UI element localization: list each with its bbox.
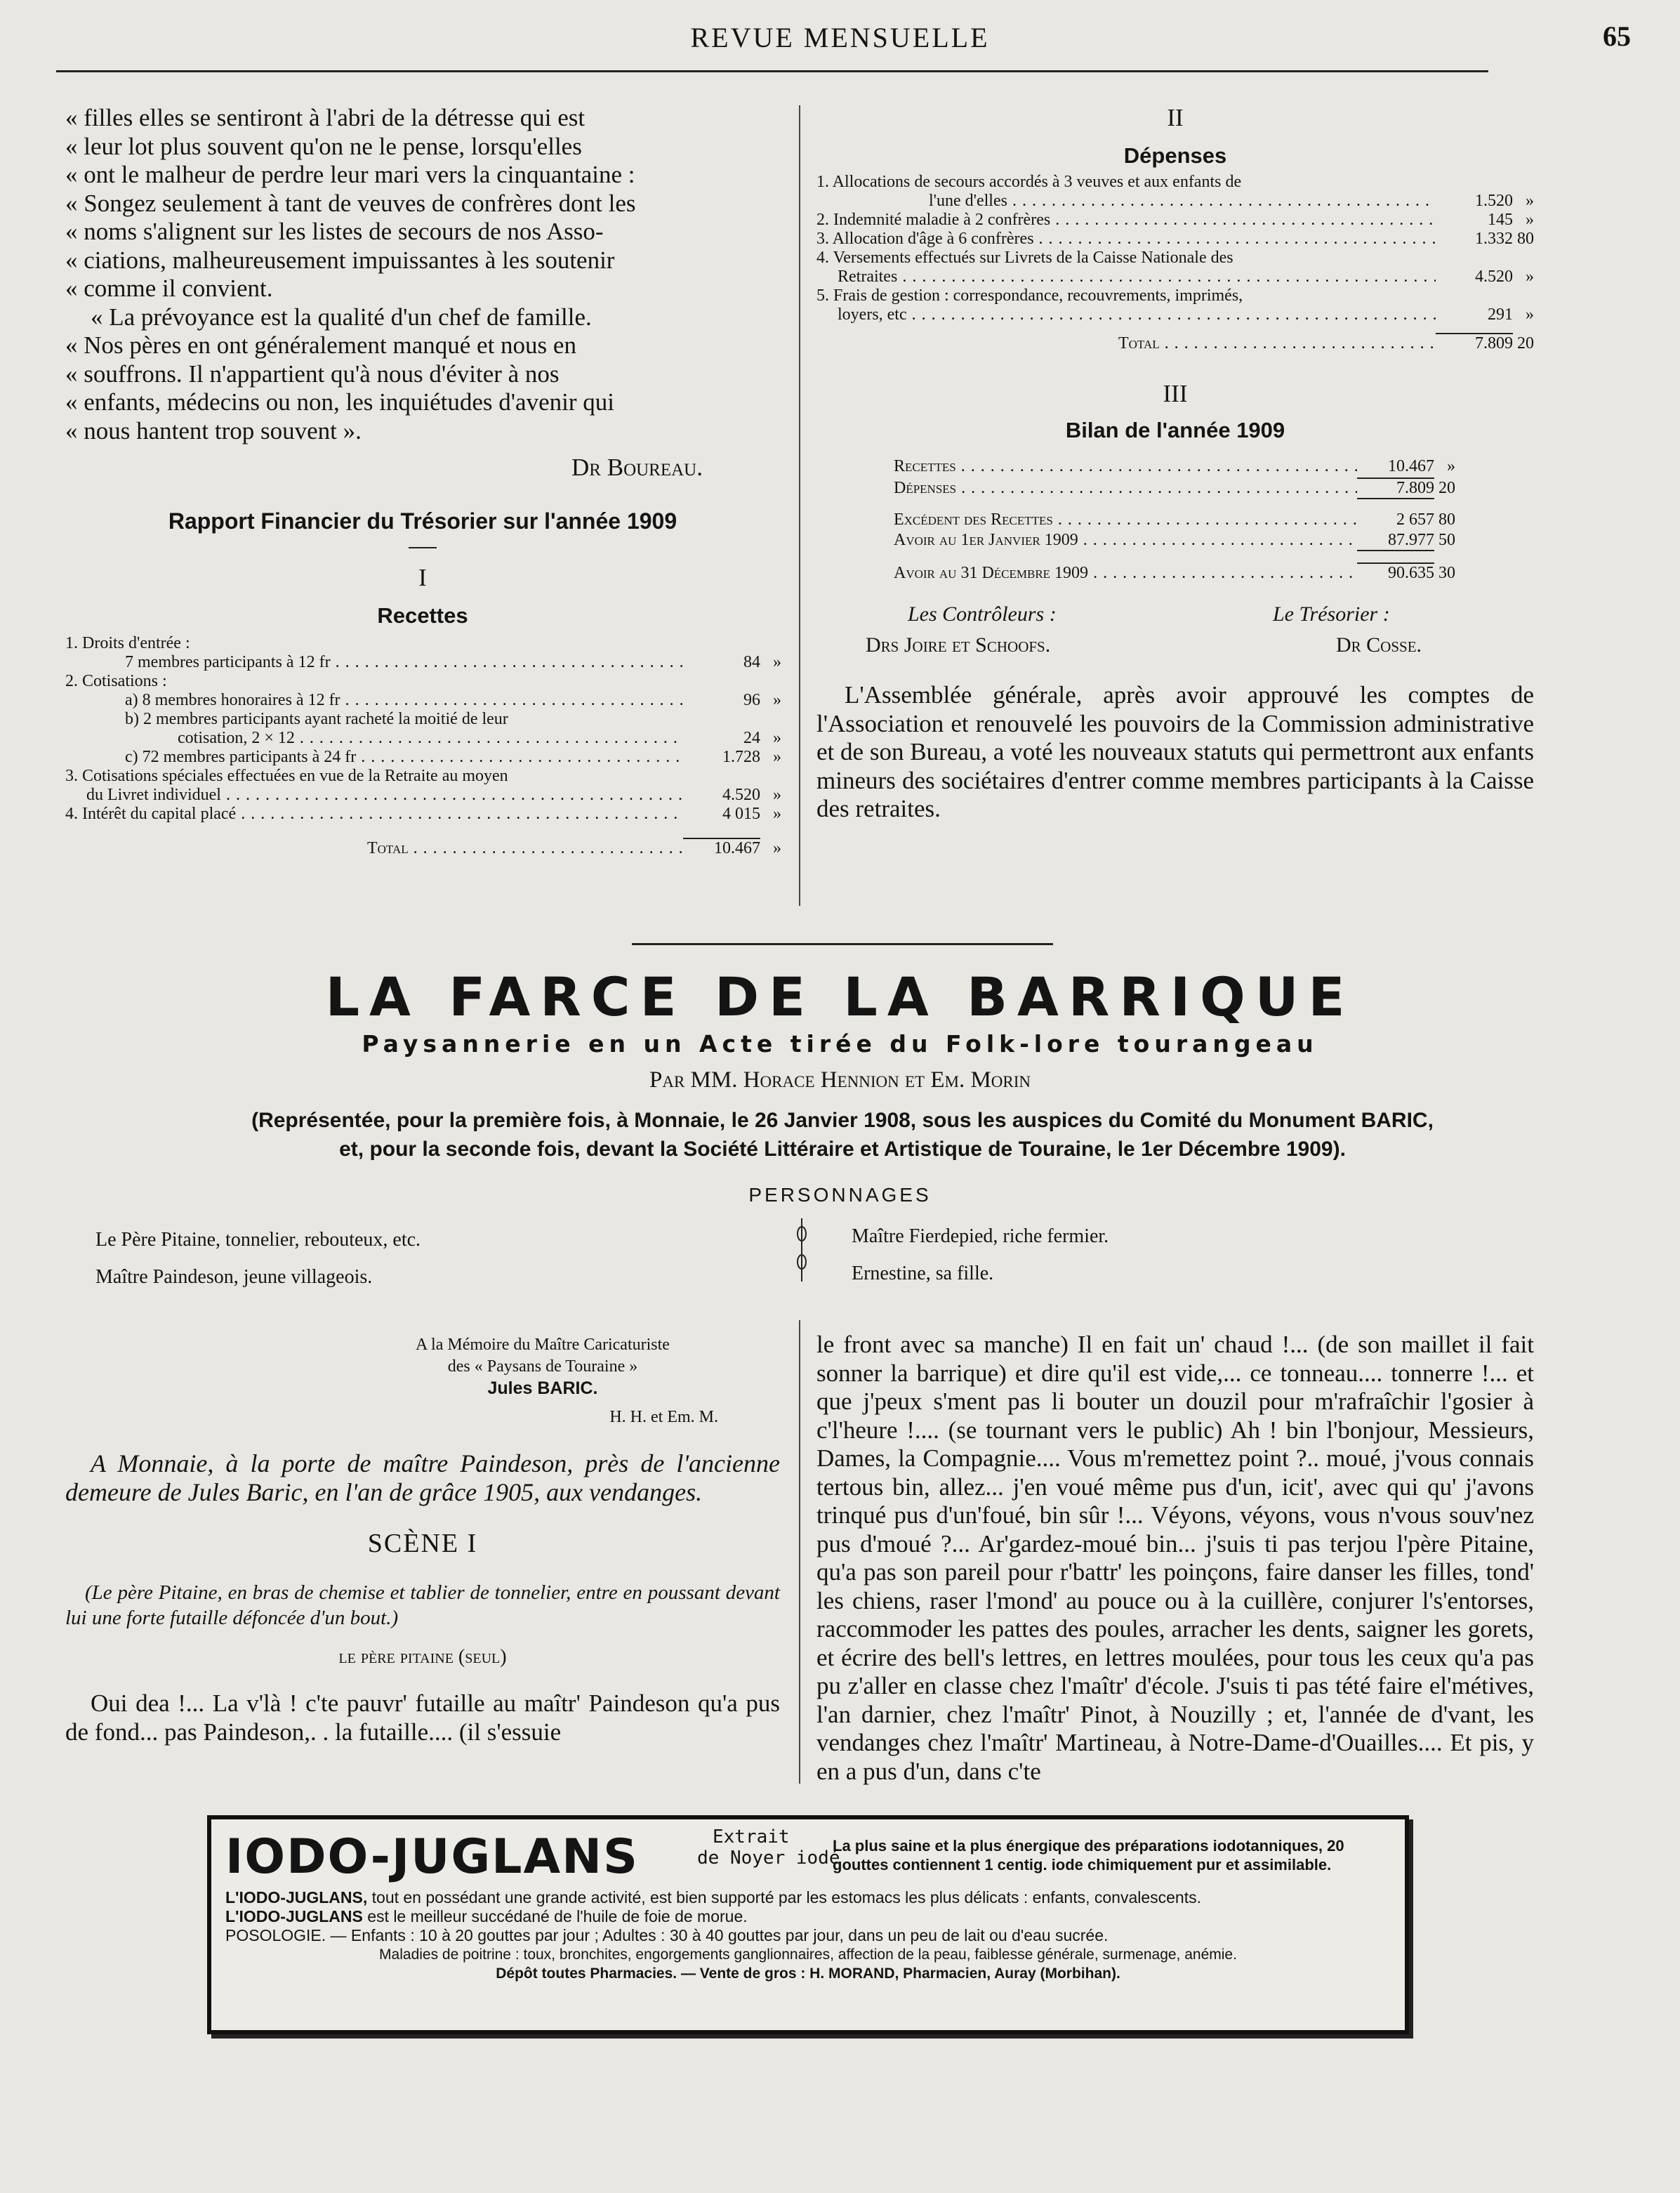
depenses-row-label: l'une d'elles . . . — [816, 192, 1436, 211]
assembly-paragraph: L'Assemblée générale, après avoir approuvé les comptes de l'Association et renouvelé les pouvoirs de la Commission administrative et de son Bureau, a voté les nouveaux statuts qui permettront aux enfants mineurs des sociétaires d'entrer comme membres participants à la Caisse des retraites. — [816, 681, 1534, 822]
bilan-row-label: Avoir au 31 Décembre 1909 . . . — [894, 564, 1357, 583]
quote-line: « enfants, médecins ou non, les inquiétudes d'avenir qui — [65, 388, 614, 416]
recettes-row-amount: 4.520 — [722, 786, 760, 804]
ad-extrait-line-2: de Noyer iodé — [697, 1848, 840, 1869]
scene-heading: SCÈNE I — [367, 1529, 478, 1558]
recettes-row — [65, 691, 781, 710]
recettes-row — [65, 672, 781, 691]
bilan-row-unit: » — [1447, 457, 1455, 475]
left-column-top — [65, 104, 780, 858]
recettes-row — [65, 767, 781, 786]
bilan-title: Bilan de l'année 1909 — [1065, 418, 1285, 442]
bilan-row-unit: 30 — [1438, 564, 1455, 582]
recettes-row-amount: 96 — [743, 691, 760, 709]
depenses-row-unit: 80 — [1517, 230, 1534, 248]
quote-line: « Nos pères en ont généralement manqué et nous en — [65, 331, 576, 359]
depenses-row — [816, 268, 1534, 287]
play-title: LA FARCE DE LA BARRIQUE — [325, 966, 1355, 1028]
controleurs-names: Drs Joire et Schoofs. — [866, 633, 1051, 657]
bilan-row-label: Excédent des Recettes . . . — [894, 511, 1357, 529]
depenses-row-amount: 1.332 — [1475, 230, 1513, 248]
depenses-row — [816, 230, 1534, 249]
depenses-total-unit: 20 — [1517, 334, 1534, 353]
bilan-row — [894, 457, 1455, 476]
recettes-total-amount: 10.467 — [683, 838, 760, 858]
recettes-total — [65, 838, 781, 858]
bilan-table — [894, 457, 1455, 583]
recettes-row-unit: » — [773, 748, 781, 766]
play-subtitle: Paysannerie en un Acte tirée du Folk-lore tourangeau — [362, 1030, 1318, 1058]
depenses-row — [816, 211, 1534, 230]
tresorier-name: Dr Cosse. — [1336, 633, 1422, 657]
controleurs-label: Les Contrôleurs : — [908, 602, 1057, 626]
recettes-row — [65, 653, 781, 672]
recettes-row-amount: 24 — [743, 729, 760, 747]
recettes-row-label: 4. Intérêt du capital placé . . . — [65, 805, 683, 824]
bilan-row-label: Recettes . . . — [894, 457, 1357, 476]
recettes-row-unit: » — [773, 805, 781, 823]
depenses-row-amount: 1.520 — [1475, 192, 1513, 210]
recettes-row-label: 1. Droits d'entrée : — [65, 634, 190, 652]
quote-line: « noms s'alignent sur les listes de secours de nos Asso- — [65, 218, 604, 245]
dedication-line-3: Jules BARIC. — [487, 1378, 598, 1398]
performances-line-1: (Représentée, pour la première fois, à Monnaie, le 26 Janvier 1908, sous les auspices du Comité du Monument BARIC, — [251, 1109, 1434, 1132]
left-column-bottom — [65, 1334, 780, 1746]
recettes-row-label: 3. Cotisations spéciales effectuées en vue de la Retraite au moyen — [65, 767, 508, 785]
bilan-row-amount: 87.977 — [1357, 531, 1434, 551]
quote-line: « comme il convient. — [65, 275, 273, 302]
column-divider-bottom — [799, 1320, 800, 1784]
recettes-row-label: c) 72 membres participants à 24 fr . . . — [65, 748, 683, 767]
character-left-2: Maître Paindeson, jeune villageois. — [95, 1266, 373, 1288]
recettes-row-label: b) 2 membres participants ayant racheté la moitié de leur — [125, 710, 508, 728]
bilan-row-amount: 7.809 — [1357, 478, 1434, 499]
bilan-roman: III — [1163, 380, 1188, 407]
recettes-title: Recettes — [377, 603, 468, 628]
depenses-row-label: loyers, etc . . . — [816, 305, 1436, 324]
recettes-row — [65, 634, 781, 653]
scene-setting: A Monnaie, à la porte de maître Paindeson, près de l'ancienne demeure de Jules Baric, en l'an de grâce 1905, aux vendanges. — [65, 1449, 780, 1506]
recettes-row-label: 2. Cotisations : — [65, 672, 167, 690]
depenses-row-unit: » — [1526, 268, 1534, 286]
recettes-row-unit: » — [773, 653, 781, 671]
depenses-row — [816, 173, 1534, 192]
page-number: 65 — [1603, 20, 1631, 52]
recettes-row-amount: 84 — [743, 653, 760, 671]
recettes-row — [65, 710, 781, 729]
depenses-row-label: 3. Allocation d'âge à 6 confrères . . . — [816, 230, 1436, 249]
depenses-row-label: 1. Allocations de secours accordés à 3 veuves et aux enfants de — [816, 173, 1242, 191]
quote-line: « La prévoyance est la qualité d'un chef de famille. — [91, 303, 592, 331]
ad-line-1 — [225, 1888, 1391, 1907]
depenses-row-unit: » — [1526, 211, 1534, 229]
recettes-row-label: du Livret individuel . . . — [65, 786, 683, 805]
recettes-table — [65, 634, 781, 824]
section-rule — [632, 943, 1053, 945]
recettes-row-label: a) 8 membres honoraires à 12 fr . . . — [65, 691, 683, 710]
depenses-total-amount: 7.809 — [1436, 333, 1513, 353]
depenses-total — [816, 333, 1534, 353]
depenses-row-amount: 291 — [1488, 305, 1513, 324]
depenses-row-label: 4. Versements effectués sur Livrets de la Caisse Nationale des — [816, 249, 1233, 267]
speech-left: Oui dea !... La v'là ! c'te pauvr' futaille au maîtr' Paindeson qu'a pus de fond... pas Paindeson,. . la futaille.... (il s'essuie — [65, 1690, 780, 1746]
depenses-row — [816, 249, 1534, 268]
signature-boureau: Dr Boureau. — [571, 454, 703, 481]
right-column-bottom — [816, 1331, 1534, 1786]
quote-line: « filles elles se sentiront à l'abri de la détresse qui est — [65, 104, 586, 131]
bilan-row-label: Dépenses . . . — [894, 479, 1357, 498]
quote-line: « ont le malheur de perdre leur mari vers la cinquantaine : — [65, 161, 635, 188]
quote-line: « nous hantent trop souvent ». — [65, 416, 362, 444]
recettes-row-unit: » — [773, 729, 781, 747]
bilan-row-label: Avoir au 1er Janvier 1909 . . . — [894, 531, 1357, 550]
ad-line-4: Maladies de poitrine : toux, bronchites, engorgements ganglionnaires, affection de la peau, faiblesse générale, surmenage, anémie. — [379, 1947, 1237, 1963]
depenses-row-unit: » — [1526, 192, 1534, 210]
bilan-row — [894, 478, 1455, 499]
speech-right: le front avec sa manche) Il en fait un' chaud !... (de son maillet il fait sonner la barrique) et dire qu'il est vide,... ce tonneau.... tonnerre !... et que j'peux s'ment pas li bouter un douzil pour m'rafraîchir l'gosier à c'l'heure !.... (se tournant vers le public) Ah ! bin l'bonjour, Messieurs, Dames, la Compagnie.... Vous m'remettez point ?.. moué, j'vous connais tertous bin, allez... j'en voué même pus d'un, icit', avec qui qu' j'avons trinqué pus d'un'foué, bin sûr !... Véyons, véyons, vous n'vous souv'nez pus d'moué ?... Ar'gardez-moué bin... j'suis ti pas terjou l'père Pitaine, qu'a pas son pareil pour r'battr' les poinçons, faire danser les filles, tond' les chiens, raser l'mond' au pouce ou à la cuillère, conjurer l's'entorses, raccommoder les pattes des poules, arracher les dents, saigner les gorets, et écrire des bell's lettres, en lettres moulées, pour tous les ceux qu'a pas pu z'aller en classe chez l'maîtr' d'école. J'suis ti pas tété faire el'métives, l'an darnier, chez l'maîtr' Pinot, à Nouzilly ; et, l'année de d'vant, les vendanges chez l'maîtr' Martineau, à Notre-Dame-d'Ouailles.... Et pis, y en a pus d'un, dans c'te — [816, 1331, 1534, 1785]
ad-line-2 — [225, 1907, 1391, 1926]
stage-direction: (Le père Pitaine, en bras de chemise et tablier de tonnelier, entre en poussant devant lui une forte futaille défoncée d'un bout.) — [65, 1581, 780, 1629]
recettes-row-amount: 4 015 — [722, 805, 760, 823]
bilan-row-amount: 10.467 — [1388, 457, 1434, 475]
ad-line-3: POSOLOGIE. — Enfants : 10 à 20 gouttes par jour ; Adultes : 30 à 40 gouttes par jour, dans un peu de lait ou d'eau sucrée. — [225, 1926, 1109, 1944]
personnages-heading: PERSONNAGES — [748, 1184, 932, 1206]
play-authors: Par MM. Horace Hennion et Em. Morin — [649, 1067, 1031, 1093]
tresorier-label: Le Trésorier : — [1273, 602, 1390, 626]
quote-line: « leur lot plus souvent qu'on ne le pense, lorsqu'elles — [65, 132, 582, 160]
recettes-row — [65, 748, 781, 767]
report-title-rule — [409, 547, 437, 548]
recettes-row-unit: » — [773, 786, 781, 804]
recettes-row — [65, 805, 781, 824]
depenses-title: Dépenses — [1123, 143, 1227, 168]
recettes-row-unit: » — [773, 691, 781, 709]
depenses-row-label: 5. Frais de gestion : correspondance, recouvrements, imprimés, — [816, 287, 1243, 305]
ad-line-2-brand: L'IODO-JUGLANS — [225, 1907, 363, 1925]
performances-note — [63, 1106, 1622, 1164]
bilan-row — [894, 562, 1455, 583]
performances-line-2: et, pour la seconde fois, devant la Société Littéraire et Artistique de Touraine, le 1er Décembre 1909). — [339, 1138, 1346, 1161]
depenses-row-label: 2. Indemnité maladie à 2 confrères . . . — [816, 211, 1436, 230]
depenses-table — [816, 173, 1534, 324]
signatures — [816, 602, 1534, 659]
report-title: Rapport Financier du Trésorier sur l'année 1909 — [168, 508, 677, 534]
recettes-row-label: 7 membres participants à 12 fr . . . — [65, 653, 683, 672]
bilan-row-amount: 2 657 — [1396, 511, 1434, 529]
quote-line: « souffrons. Il n'appartient qu'à nous d'éviter à nos — [65, 360, 560, 388]
ad-extrait — [697, 1826, 840, 1869]
quote-line: « ciations, malheureusement impuissantes à les soutenir — [65, 246, 615, 274]
character-right-1: Maître Fierdepied, riche fermier. — [852, 1225, 1109, 1247]
depenses-row — [816, 192, 1534, 211]
depenses-row — [816, 287, 1534, 305]
recettes-row — [65, 786, 781, 805]
ad-line-5: Dépôt toutes Pharmacies. — Vente de gros : H. MORAND, Pharmacien, Auray (Morbihan). — [496, 1965, 1120, 1982]
bilan-row-amount: 90.635 — [1357, 562, 1434, 583]
bilan-row-unit: 50 — [1438, 531, 1455, 549]
recettes-roman: I — [418, 564, 427, 591]
ad-claim: La plus saine et la plus énergique des préparations iodotanniques, 20 gouttes contiennent 1 centig. iode chimiquement pur et assimilable. — [833, 1837, 1344, 1873]
speaker-label: le père pitaine (seul) — [338, 1646, 507, 1668]
depenses-row-label: Retraites . . . — [816, 268, 1436, 287]
running-title: REVUE MENSUELLE — [690, 22, 990, 53]
quote-block — [65, 104, 780, 445]
bilan-row — [894, 511, 1455, 529]
ad-line-1-brand: L'IODO-JUGLANS, — [225, 1888, 368, 1906]
bilan-row — [894, 531, 1455, 551]
ad-brand: IODO-JUGLANS — [225, 1829, 640, 1885]
advertisement-box — [207, 1815, 1409, 2034]
depenses-row — [816, 305, 1534, 324]
column-divider-top — [799, 105, 800, 906]
right-column-top — [816, 104, 1534, 824]
ad-line-2-text: est le meilleur succédané de l'huile de foie de morue. — [367, 1907, 748, 1925]
dedication-line-2: des « Paysans de Touraine » — [447, 1357, 638, 1376]
character-right-2: Ernestine, sa fille. — [852, 1263, 994, 1284]
recettes-row — [65, 729, 781, 748]
header-rule — [56, 70, 1488, 72]
recettes-total-unit: » — [773, 839, 781, 857]
quote-line: « Songez seulement à tant de veuves de confrères dont les — [65, 189, 636, 217]
depenses-roman: II — [1167, 104, 1184, 131]
bilan-row-unit: 80 — [1438, 511, 1455, 529]
depenses-row-amount: 4.520 — [1475, 268, 1513, 286]
depenses-total-label: Total . . . — [816, 334, 1436, 353]
ornament-divider — [794, 1218, 809, 1282]
bilan-row-unit: 20 — [1438, 479, 1455, 497]
dedication — [360, 1334, 725, 1428]
depenses-row-amount: 145 — [1488, 211, 1513, 229]
recettes-row-amount: 1.728 — [722, 748, 760, 766]
recettes-row-label: cotisation, 2 × 12 . . . — [65, 729, 683, 748]
ad-extrait-line-1: Extrait — [713, 1826, 790, 1848]
depenses-row-unit: » — [1526, 305, 1534, 324]
recettes-total-label: Total . . . — [65, 839, 683, 858]
ad-line-1-text: tout en possédant une grande activité, est bien supporté par les estomacs les plus délicats : enfants, convalescents. — [371, 1888, 1202, 1906]
dedication-initials: H. H. et Em. M. — [609, 1408, 718, 1426]
ad-body — [225, 1888, 1391, 1983]
character-left-1: Le Père Pitaine, tonnelier, rebouteux, etc. — [95, 1229, 421, 1251]
dedication-line-1: A la Mémoire du Maître Caricaturiste — [416, 1336, 670, 1354]
